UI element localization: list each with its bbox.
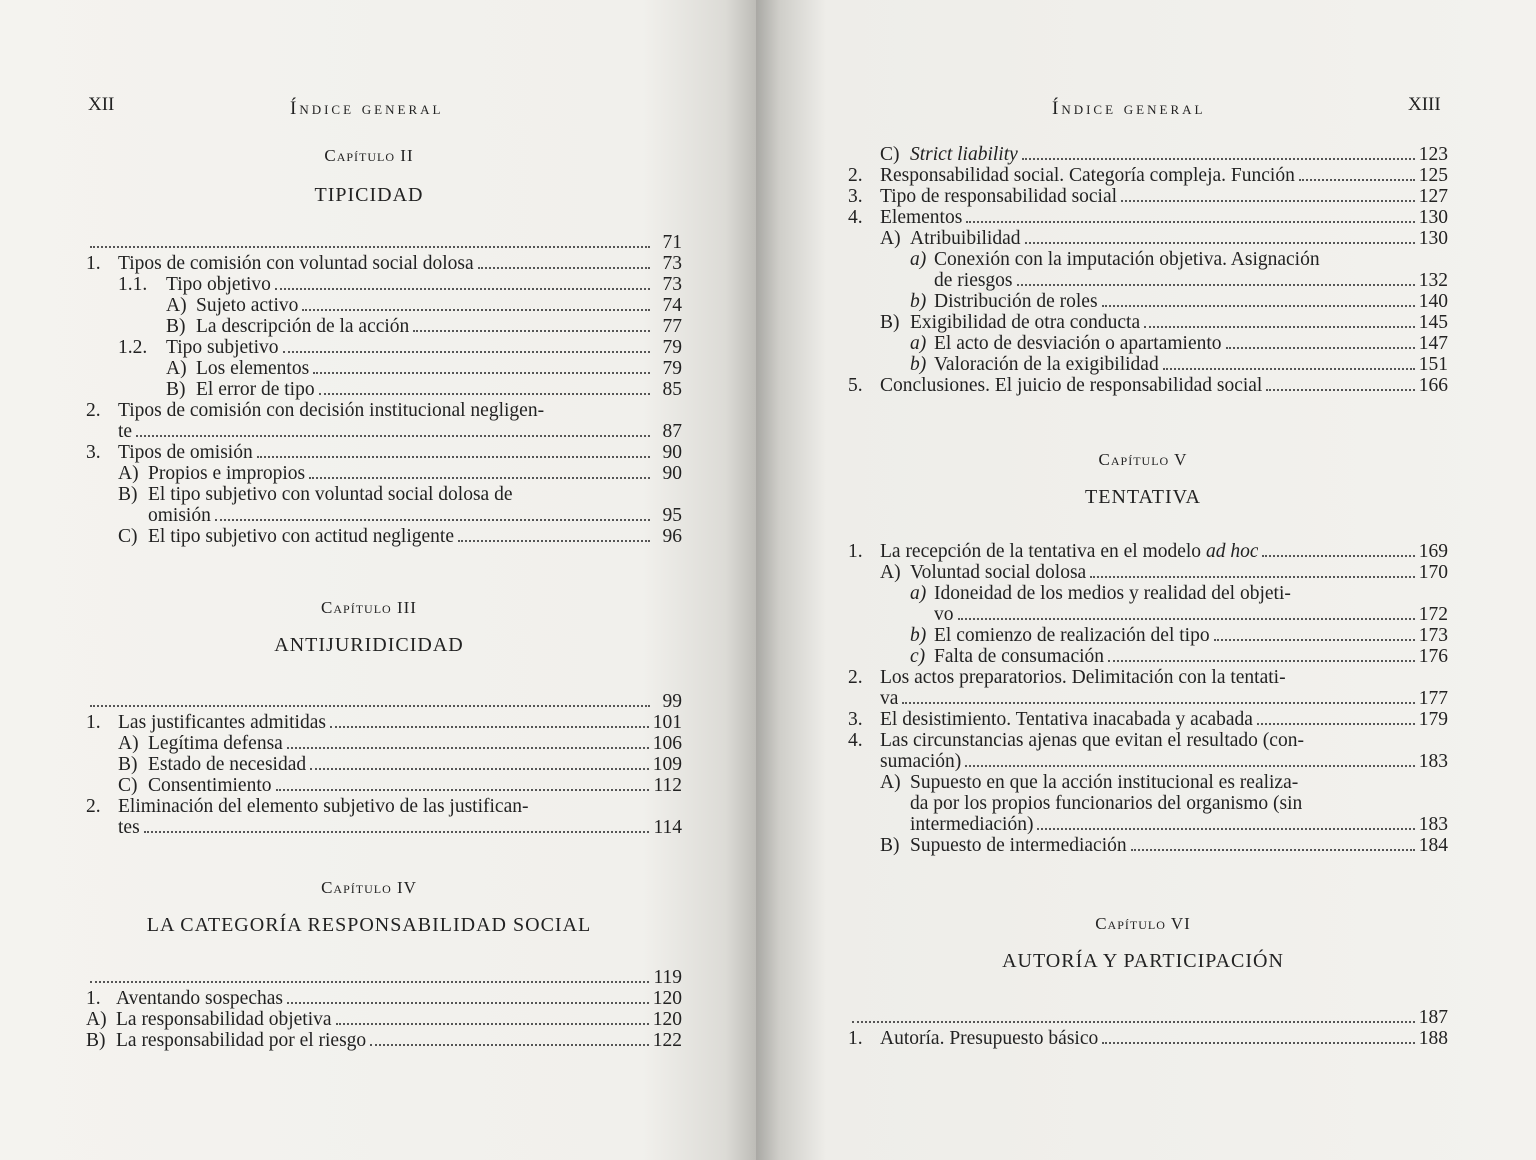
toc-entry[interactable]: a) Idoneidad de los medios y realidad del objeti- vo 172: [910, 583, 1448, 625]
toc-entry[interactable]: 3. El desistimiento. Tentativa inacabada y acabada 179: [848, 709, 1448, 730]
chapter-label: Capítulo IV: [321, 878, 417, 897]
toc-entry[interactable]: A) Los elementos 79: [166, 358, 682, 379]
toc-entry[interactable]: A) Atribuibilidad 130: [880, 228, 1448, 249]
toc-entry[interactable]: A) Supuesto en que la acción institucional es realiza- da por los propios funcionarios del organismo (sin intermediación) 183: [880, 772, 1448, 835]
toc-entry[interactable]: A) La responsabilidad objetiva 120: [86, 1009, 682, 1030]
chapter-label: Capítulo III: [321, 598, 417, 617]
folio: XIII: [1408, 94, 1441, 115]
toc-intro-entry[interactable]: 119: [86, 967, 682, 988]
left-page: [0, 0, 756, 1160]
running-head: Índice general: [290, 98, 444, 119]
toc-entry[interactable]: 1.2. Tipo subjetivo 79: [118, 337, 682, 358]
toc-entry[interactable]: a) El acto de desviación o apartamiento 147: [910, 333, 1448, 354]
toc-entry[interactable]: C) Consentimiento 112: [118, 775, 682, 796]
toc-entry[interactable]: 1.1. Tipo objetivo 73: [118, 274, 682, 295]
toc-entry[interactable]: A) Voluntad social dolosa 170: [880, 562, 1448, 583]
folio: XII: [88, 94, 115, 115]
toc-entry[interactable]: 2. Tipos de comisión con decisión institucional negligen- te 87: [86, 400, 682, 442]
toc-entry[interactable]: B) Estado de necesidad 109: [118, 754, 682, 775]
chapter-v-block: [848, 450, 1448, 856]
toc-entry[interactable]: B) Supuesto de intermediación 184: [880, 835, 1448, 856]
toc-entry[interactable]: 2. Eliminación del elemento subjetivo de las justifican- tes 114: [86, 796, 682, 838]
toc-entry[interactable]: 3. Tipo de responsabilidad social 127: [848, 186, 1448, 207]
toc-entry[interactable]: 1. Aventando sospechas 120: [86, 988, 682, 1009]
toc-entry[interactable]: 1. Tipos de comisión con voluntad social dolosa 73: [86, 253, 682, 274]
toc-entry[interactable]: a) Conexión con la imputación objetiva. Asignación de riesgos 132: [910, 249, 1448, 291]
chapter-iii-block: [86, 598, 682, 838]
toc-entry[interactable]: C) El tipo subjetivo con actitud negligente 96: [118, 526, 682, 547]
toc-entry[interactable]: A) Sujeto activo 74: [166, 295, 682, 316]
toc-entry[interactable]: 1. Autoría. Presupuesto básico 188: [848, 1028, 1448, 1049]
toc-entry[interactable]: 4. Las circunstancias ajenas que evitan el resultado (con- sumación) 183: [848, 730, 1448, 772]
toc-entry[interactable]: 1. La recepción de la tentativa en el modelo ad hoc 169: [848, 541, 1448, 562]
chapter-iv-continued: [848, 144, 1448, 396]
chapter-ii-block: [86, 146, 682, 547]
chapter-iv-block: [86, 878, 682, 1051]
chapter-title: TIPICIDAD: [314, 184, 424, 206]
toc-entry[interactable]: b) Distribución de roles 140: [910, 291, 1448, 312]
toc-entry[interactable]: C) Strict liability 123: [880, 144, 1448, 165]
toc-entry[interactable]: 2. Los actos preparatorios. Delimitación con la tentati- va 177: [848, 667, 1448, 709]
toc-intro-entry[interactable]: 99: [86, 691, 682, 712]
toc-entry[interactable]: 3. Tipos de omisión 90: [86, 442, 682, 463]
toc-entry[interactable]: A) Propios e impropios 90: [118, 463, 682, 484]
toc-entry[interactable]: B) La responsabilidad por el riesgo 122: [86, 1030, 682, 1051]
chapter-title: LA CATEGORÍA RESPONSABILIDAD SOCIAL: [146, 914, 592, 936]
toc-entry[interactable]: B) Exigibilidad de otra conducta 145: [880, 312, 1448, 333]
toc-entry[interactable]: B) El error de tipo 85: [166, 379, 682, 400]
chapter-title: AUTORÍA Y PARTICIPACIÓN: [1002, 950, 1284, 972]
running-head: Índice general: [1052, 98, 1206, 119]
toc-entry[interactable]: c) Falta de consumación 176: [910, 646, 1448, 667]
right-page: [756, 0, 1536, 1160]
toc-entry[interactable]: 4. Elementos 130: [848, 207, 1448, 228]
chapter-label: Capítulo V: [1098, 450, 1188, 469]
toc-entry[interactable]: 1. Las justificantes admitidas 101: [86, 712, 682, 733]
toc-entry[interactable]: 2. Responsabilidad social. Categoría compleja. Función 125: [848, 165, 1448, 186]
chapter-title: TENTATIVA: [1085, 486, 1201, 508]
toc-entry[interactable]: B) El tipo subjetivo con voluntad social dolosa de omisión 95: [118, 484, 682, 526]
toc-entry[interactable]: b) El comienzo de realización del tipo 173: [910, 625, 1448, 646]
chapter-title: ANTIJURIDICIDAD: [274, 634, 464, 656]
chapter-label: Capítulo II: [324, 146, 414, 165]
toc-intro-entry[interactable]: 71: [86, 232, 682, 253]
toc-entry[interactable]: 5. Conclusiones. El juicio de responsabilidad social 166: [848, 375, 1448, 396]
toc-entry[interactable]: B) La descripción de la acción 77: [166, 316, 682, 337]
chapter-label: Capítulo VI: [1095, 914, 1191, 933]
chapter-vi-block: [848, 914, 1448, 1049]
toc-intro-entry[interactable]: 187: [848, 1007, 1448, 1028]
toc-entry[interactable]: b) Valoración de la exigibilidad 151: [910, 354, 1448, 375]
toc-entry[interactable]: A) Legítima defensa 106: [118, 733, 682, 754]
